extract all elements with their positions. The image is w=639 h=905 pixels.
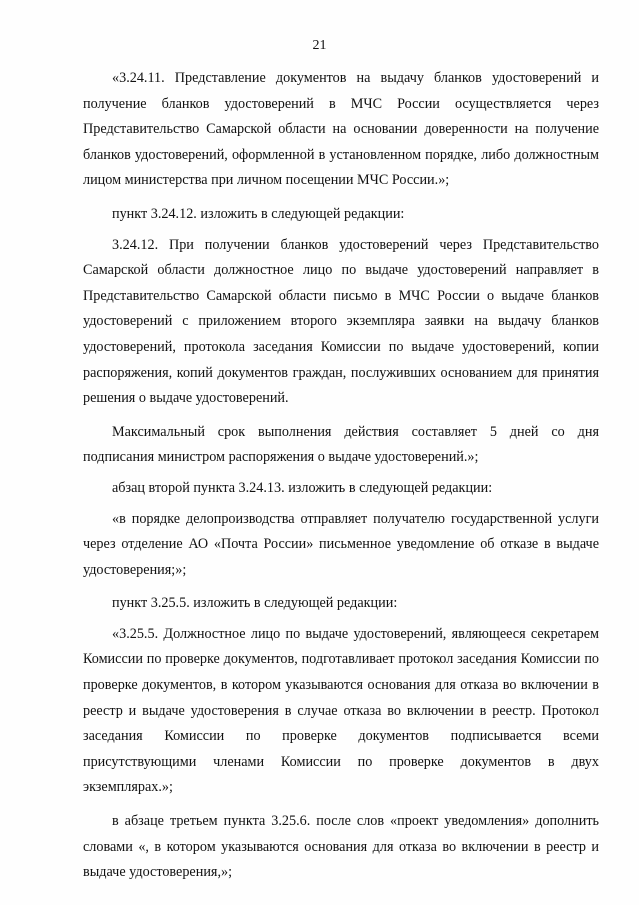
paragraph-3-25-5: «3.25.5. Должностное лицо по выдаче удостоверений, являющееся секретарем Комиссии по проверке документов, подготавливает протокол заседания Комиссии по проверке документов, в котором указываются основания для отказа во включении в реестр и выдаче удостоверения в случае отказа во включении в реестр. Протокол заседания Комиссии по проверке документов подписывается всеми присутствующими членами Комиссии по проверке документов в двух экземплярах.»; xyxy=(83,625,599,796)
paragraph-3-24-12: 3.24.12. При получении бланков удостоверений через Представительство Самарской области должностное лицо по выдаче удостоверений направляет в Представительство Самарской области письмо в МЧС России о выдаче бланков удостоверений с приложением второго экземпляра заявки на выдачу бланков удостоверений, протокола заседания Комиссии по выдаче удостоверений, копии распоряжения, копий документов граждан, послуживших основанием для принятия решения о выдаче удостоверений. xyxy=(83,236,599,407)
paragraph-max-term: Максимальный срок выполнения действия составляет 5 дней со дня подписания министром распоряжения о выдаче удостоверений.»; xyxy=(83,423,599,466)
paragraph-amend-3-24-13: абзац второй пункта 3.24.13. изложить в следующей редакции: xyxy=(112,479,493,496)
document-body xyxy=(83,66,599,894)
paragraph-3-25-6: в абзаце третьем пункта 3.25.6. после слов «проект уведомления» дополнить словами «, в котором указываются основания для отказа во включении в реестр и выдаче удостоверения,»; xyxy=(83,813,599,881)
paragraph-amend-3-25-5: пункт 3.25.5. изложить в следующей редакции: xyxy=(112,595,398,612)
paragraph-amend-3-24-12: пункт 3.24.12. изложить в следующей редакции: xyxy=(112,205,405,222)
paragraph-3-24-11: «3.24.11. Представление документов на выдачу бланков удостоверений и получение бланков удостоверений в МЧС России осуществляется через Представительство Самарской области на основании доверенности на получение бланков удостоверений, оформленной в установленном порядке, либо должностным лицом министерства при личном посещении МЧС России.»; xyxy=(83,70,599,189)
page-number: 21 xyxy=(312,38,327,53)
paragraph-3-24-13-text: «в порядке делопроизводства отправляет получателю государственной услуги через отделение АО «Почта России» письменное уведомление об отказе в выдаче удостоверения;»; xyxy=(83,510,599,578)
